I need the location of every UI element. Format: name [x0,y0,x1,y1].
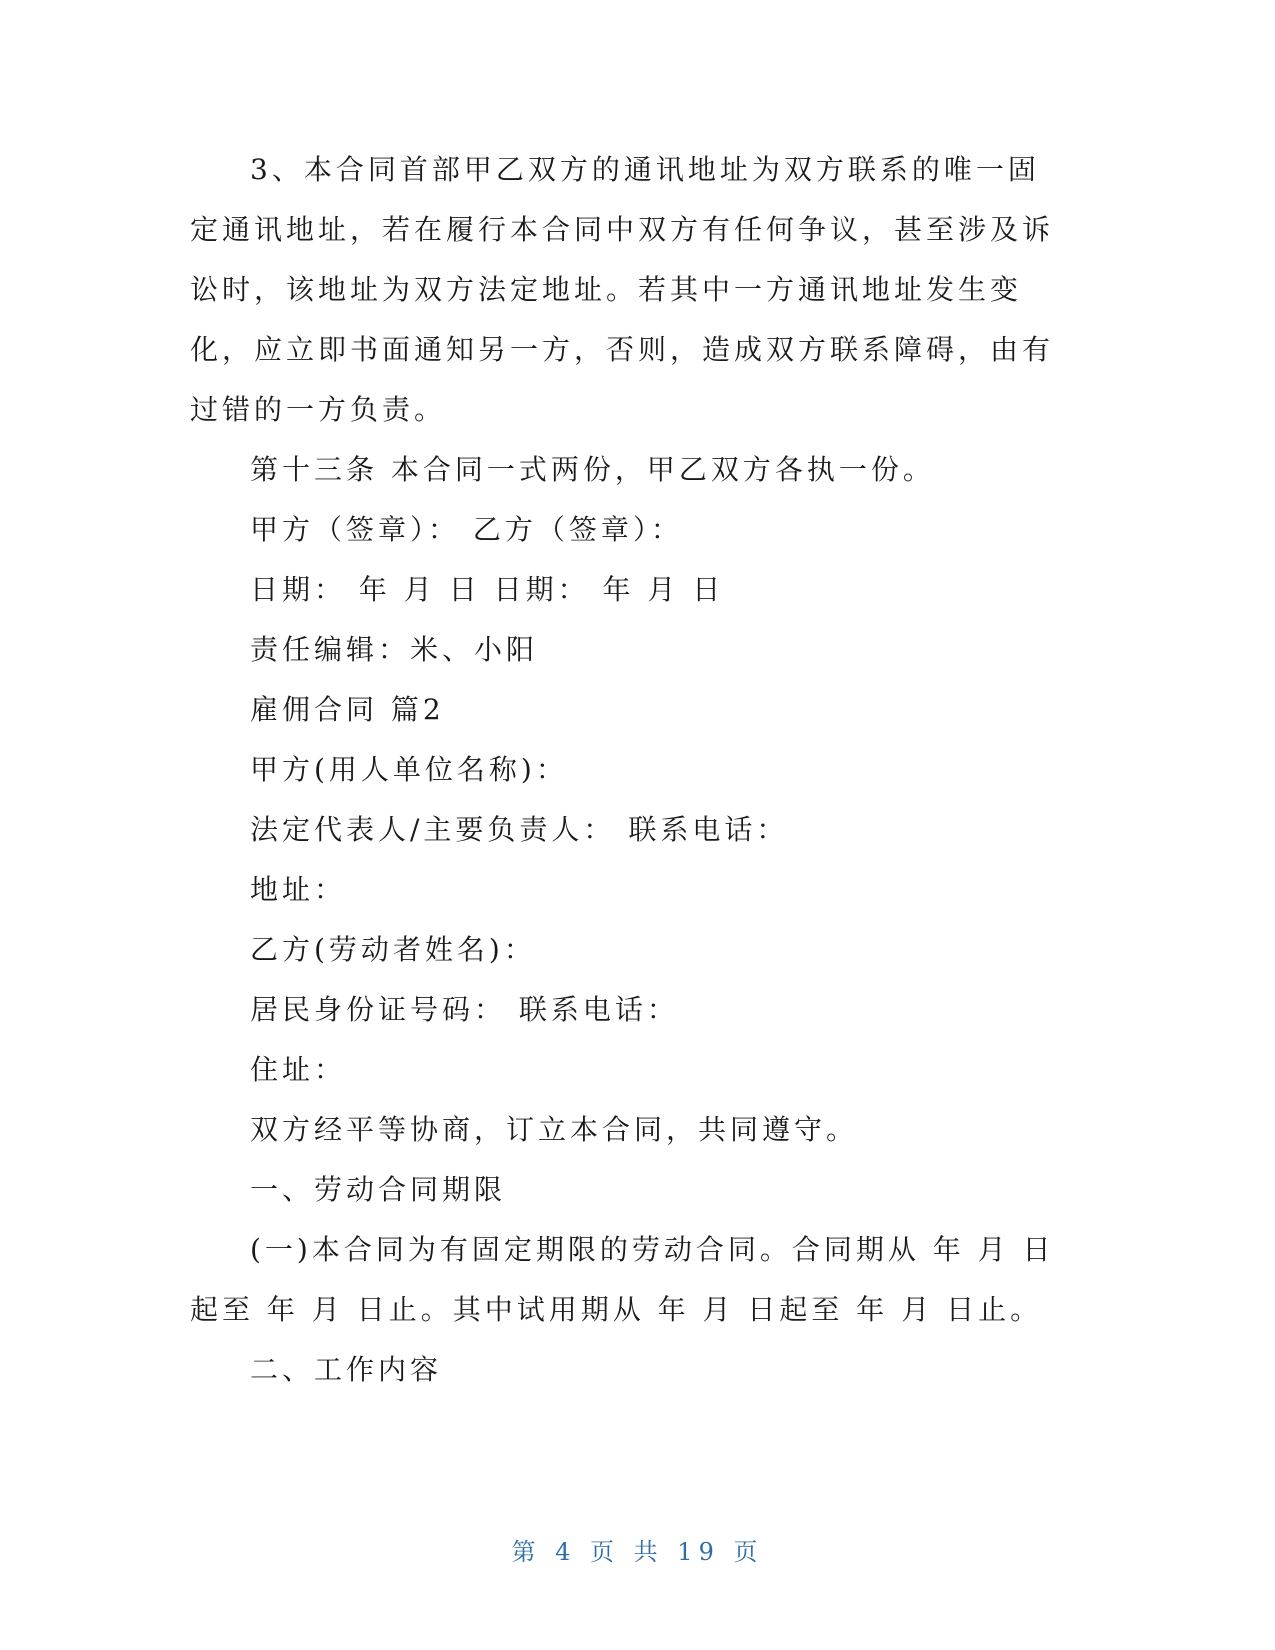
id-number-line: 居民身份证号码： 联系电话： [250,993,679,1026]
heading-work-content: 二、工作内容 [250,1353,443,1386]
contract-term-clause: (一)本合同为有固定期限的劳动合同。合同期从 年 月 日起至 年 月 日止。其中试用期从 年 月 日起至 年 月 日止。 [190,1233,1055,1326]
party-b-address: 住址： [250,1053,347,1086]
agreement-statement: 双方经平等协商，订立本合同，共同遵守。 [250,1113,859,1146]
article-13: 第十三条 本合同一式两份，甲乙双方各执一份。 [250,453,935,486]
party-a-address: 地址： [250,873,347,906]
party-b-name: 乙方(劳动者姓名)： [250,933,536,966]
document-body [190,140,1070,1400]
heading-contract-term: 一、劳动合同期限 [250,1173,507,1206]
section-heading: 雇佣合同 篇2 [250,693,445,726]
editor-line: 责任编辑：米、小阳 [250,633,539,666]
date-line: 日期： 年 月 日 日期： 年 月 日 [250,573,725,606]
page-number-footer: 第 4 页 共 19 页 [511,1538,764,1566]
party-a-name: 甲方(用人单位名称)： [250,753,568,786]
signature-line: 甲方（签章）： 乙方（签章）： [250,513,683,546]
legal-representative-line: 法定代表人/主要负责人： 联系电话： [250,813,789,846]
clause-3-address: 3、本合同首部甲乙双方的通讯地址为双方联系的唯一固定通讯地址，若在履行本合同中双方有任何争议，甚至涉及诉讼时，该地址为双方法定地址。若其中一方通讯地址发生变化，应立即书面通知另一方，否则，造成双方联系障碍，由有过错的一方负责。 [190,153,1055,426]
